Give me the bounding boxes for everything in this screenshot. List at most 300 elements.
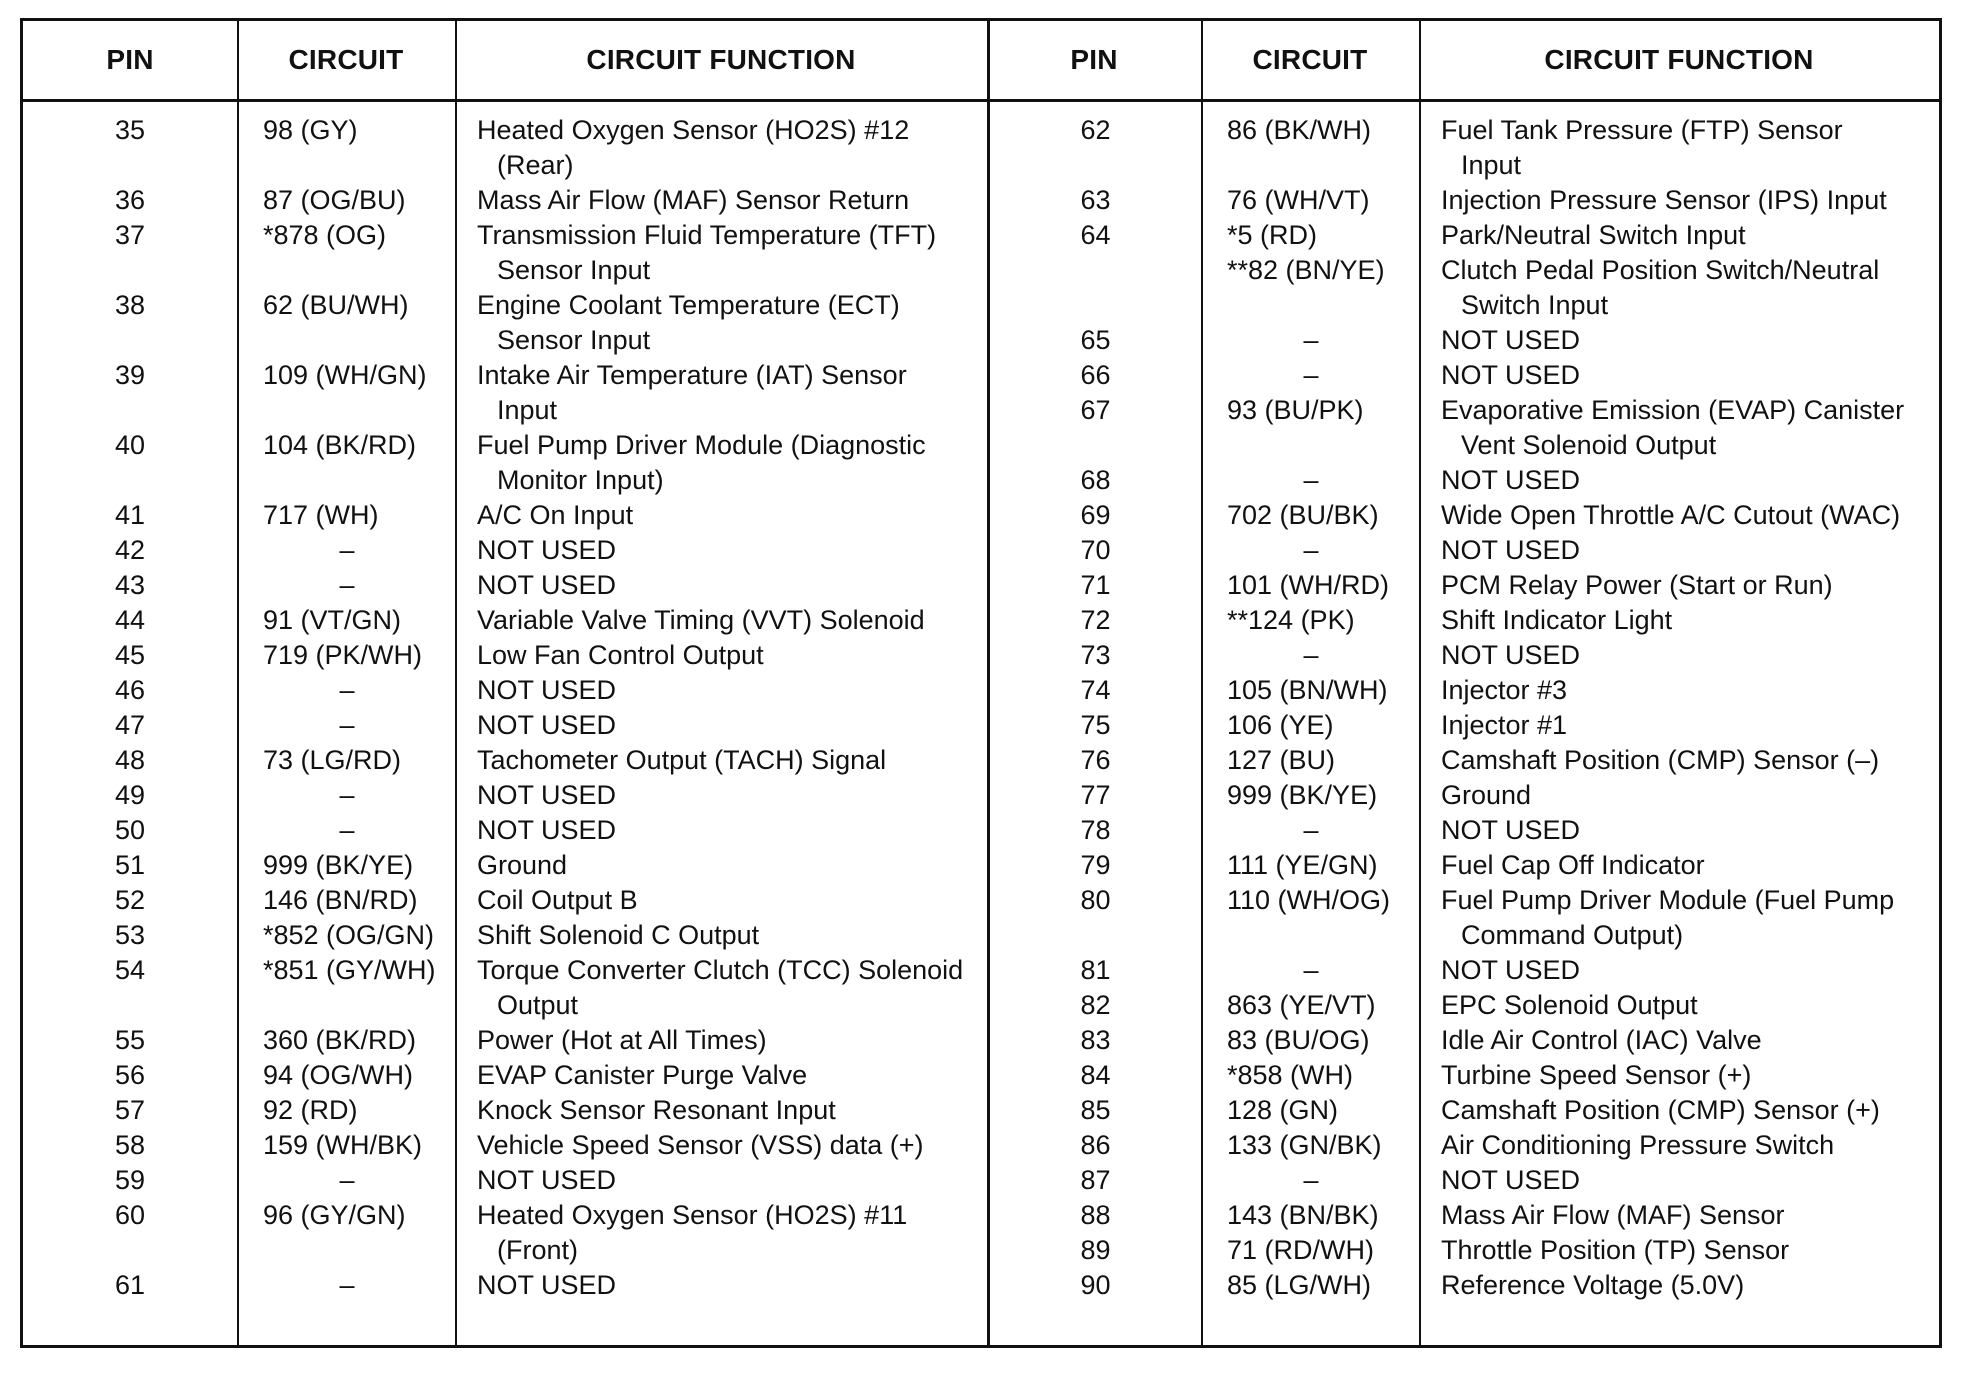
circuit-function-text: Knock Sensor Resonant Input [477, 1095, 836, 1125]
table-row-pin [990, 218, 1201, 323]
circuit-function-text: NOT USED [1441, 360, 1581, 390]
circuit-function-text: Vent Solenoid Output [1461, 430, 1717, 460]
circuit-id: 104 (BK/RD) [263, 430, 417, 460]
right-function-column [1421, 113, 1939, 1303]
table-row-function [457, 603, 987, 638]
table-row-circuit [1203, 778, 1419, 813]
table-row-function [457, 743, 987, 778]
table-row-pin [23, 1128, 237, 1163]
table-row-circuit [1203, 1198, 1419, 1233]
circuit-function-text: Sensor Input [497, 325, 651, 355]
pin-number: 46 [114, 675, 146, 705]
table-row-pin [23, 848, 237, 883]
table-row-pin [990, 673, 1201, 708]
circuit-function-text: Vehicle Speed Sensor (VSS) data (+) [477, 1130, 924, 1160]
table-row-function [1421, 568, 1939, 603]
pin-number: 68 [1080, 465, 1111, 495]
circuit-function-text: NOT USED [1441, 815, 1581, 845]
header-circuit-left: CIRCUIT [288, 44, 404, 75]
circuit-function-text: Transmission Fluid Temperature (TFT) [477, 220, 937, 250]
table-row-circuit [1203, 1058, 1419, 1093]
table-row-pin [23, 358, 237, 428]
circuit-function-text: NOT USED [477, 1165, 617, 1195]
table-row-pin [990, 533, 1201, 568]
circuit-id: – [1303, 640, 1319, 670]
table-row-function [1421, 533, 1939, 568]
table-row-function [1421, 1058, 1939, 1093]
table-row-pin [23, 1093, 237, 1128]
header-circuit-right: CIRCUIT [1252, 44, 1368, 75]
pin-number: 66 [1080, 360, 1111, 390]
table-row-function [457, 1163, 987, 1198]
table-row-pin [990, 708, 1201, 743]
pin-number: 49 [114, 780, 146, 810]
table-row-pin [990, 1128, 1201, 1163]
left-function-column [457, 113, 987, 1303]
table-row-pin [990, 1233, 1201, 1268]
table-row-circuit [239, 533, 455, 568]
table-row-pin [23, 183, 237, 218]
table-row-circuit [239, 708, 455, 743]
table-row-circuit [239, 1198, 455, 1268]
table-row-circuit [1203, 813, 1419, 848]
table-row-function [457, 1058, 987, 1093]
table-row-circuit [239, 183, 455, 218]
table-row-function [457, 778, 987, 813]
table-row-function [1421, 883, 1939, 953]
table-row-pin [990, 113, 1201, 183]
circuit-function-text: NOT USED [477, 780, 617, 810]
circuit-function-text: (Front) [497, 1235, 578, 1265]
circuit-function-text: NOT USED [1441, 640, 1581, 670]
table-row-circuit [239, 1163, 455, 1198]
table-row-function [1421, 498, 1939, 533]
circuit-function-text: Ground [477, 850, 568, 880]
circuit-function-text: Clutch Pedal Position Switch/Neutral [1441, 255, 1880, 285]
pin-number: 88 [1080, 1200, 1111, 1230]
pin-number: 60 [114, 1200, 146, 1230]
pin-number: 86 [1080, 1130, 1111, 1160]
table-row-circuit [1203, 673, 1419, 708]
table-row-pin [990, 743, 1201, 778]
table-row-circuit [1203, 603, 1419, 638]
table-row-pin [23, 568, 237, 603]
circuit-function-text: EPC Solenoid Output [1441, 990, 1698, 1020]
circuit-id: – [339, 570, 355, 600]
circuit-function-text: Idle Air Control (IAC) Valve [1441, 1025, 1762, 1055]
circuit-id: 143 (BN/BK) [1227, 1200, 1379, 1230]
circuit-id: 146 (BN/RD) [263, 885, 418, 915]
circuit-function-text: Camshaft Position (CMP) Sensor (–) [1441, 745, 1880, 775]
circuit-id: 71 (RD/WH) [1227, 1235, 1374, 1265]
circuit-function-text: Fuel Cap Off Indicator [1441, 850, 1705, 880]
table-row-function [1421, 1198, 1939, 1233]
circuit-id: 110 (WH/OG) [1227, 885, 1391, 915]
circuit-id: – [1303, 955, 1319, 985]
pin-number: 90 [1080, 1270, 1111, 1300]
table-row-circuit [239, 113, 455, 183]
circuit-function-text: Camshaft Position (CMP) Sensor (+) [1441, 1095, 1880, 1125]
pin-number: 40 [114, 430, 146, 460]
circuit-id: 91 (VT/GN) [263, 605, 402, 635]
circuit-id: 94 (OG/WH) [263, 1060, 414, 1090]
circuit-function-text: PCM Relay Power (Start or Run) [1441, 570, 1833, 600]
circuit-function-text: Injector #1 [1441, 710, 1568, 740]
pin-number: 85 [1080, 1095, 1111, 1125]
circuit-function-text: Shift Solenoid C Output [477, 920, 760, 950]
circuit-function-text: Reference Voltage (5.0V) [1441, 1270, 1745, 1300]
table-row-pin [990, 1058, 1201, 1093]
table-row-circuit [1203, 533, 1419, 568]
header-function-right: CIRCUIT FUNCTION [1544, 44, 1814, 75]
table-row-circuit [239, 498, 455, 533]
circuit-function-text: Mass Air Flow (MAF) Sensor Return [477, 185, 910, 215]
table-row-pin [990, 778, 1201, 813]
pin-number: 64 [1080, 220, 1111, 250]
table-row-circuit [1203, 1093, 1419, 1128]
circuit-id: 999 (BK/YE) [1227, 780, 1378, 810]
circuit-id: 133 (GN/BK) [1227, 1130, 1382, 1160]
circuit-function-text: NOT USED [1441, 1165, 1581, 1195]
circuit-id: – [339, 675, 355, 705]
circuit-id: 105 (BN/WH) [1227, 675, 1388, 705]
pin-number: 57 [114, 1095, 146, 1125]
pin-number: 77 [1080, 780, 1111, 810]
table-row-circuit [239, 568, 455, 603]
table-row-function [457, 1093, 987, 1128]
circuit-function-text: NOT USED [477, 570, 617, 600]
circuit-function-text: Engine Coolant Temperature (ECT) [477, 290, 900, 320]
circuit-id: 717 (WH) [263, 500, 379, 530]
circuit-id: – [1303, 360, 1319, 390]
circuit-id: 106 (YE) [1227, 710, 1334, 740]
table-row-circuit [239, 813, 455, 848]
circuit-id: 96 (GY/GN) [263, 1200, 406, 1230]
table-row-pin [23, 743, 237, 778]
circuit-function-text: NOT USED [477, 710, 617, 740]
table-row-pin [990, 603, 1201, 638]
table-row-circuit [239, 218, 455, 288]
table-row-function [1421, 323, 1939, 358]
circuit-function-text: NOT USED [1441, 465, 1581, 495]
table-row-pin [990, 463, 1201, 498]
pin-number: 69 [1080, 500, 1111, 530]
table-row-pin [23, 1198, 237, 1268]
table-row-function [1421, 1268, 1939, 1303]
circuit-id: *852 (OG/GN) [263, 920, 435, 950]
circuit-function-text: Fuel Pump Driver Module (Diagnostic [477, 430, 926, 460]
table-row-function [1421, 848, 1939, 883]
table-row-circuit [1203, 638, 1419, 673]
table-row-pin [23, 813, 237, 848]
pin-number: 72 [1080, 605, 1111, 635]
table-row-function [457, 1198, 987, 1268]
pin-table [20, 18, 1942, 1348]
circuit-function-text: NOT USED [477, 1270, 617, 1300]
table-row-function [1421, 1093, 1939, 1128]
table-row-function [457, 1268, 987, 1303]
circuit-id: 92 (RD) [263, 1095, 358, 1125]
table-row-pin [23, 428, 237, 498]
table-row-pin [990, 393, 1201, 463]
circuit-id: *858 (WH) [1227, 1060, 1354, 1090]
table-row-circuit [1203, 848, 1419, 883]
table-row-pin [23, 1023, 237, 1058]
circuit-id: – [1303, 815, 1319, 845]
table-row-pin [990, 1093, 1201, 1128]
pin-number: 41 [114, 500, 146, 530]
circuit-function-text: Throttle Position (TP) Sensor [1441, 1235, 1790, 1265]
table-row-pin [990, 953, 1201, 988]
circuit-id: **82 (BN/YE) [1227, 255, 1385, 285]
table-row-function [1421, 393, 1939, 463]
circuit-function-text: EVAP Canister Purge Valve [477, 1060, 808, 1090]
circuit-function-text: NOT USED [1441, 535, 1581, 565]
table-row-pin [23, 113, 237, 183]
table-row-circuit [239, 1268, 455, 1303]
circuit-id: – [339, 535, 355, 565]
header-rule [23, 99, 1939, 102]
circuit-id: – [1303, 535, 1319, 565]
circuit-id: 73 (LG/RD) [263, 745, 402, 775]
table-row-pin [23, 778, 237, 813]
table-row-function [1421, 1023, 1939, 1058]
circuit-id: – [1303, 465, 1319, 495]
table-row-pin [990, 1023, 1201, 1058]
table-row-circuit [239, 1023, 455, 1058]
circuit-function-text: Tachometer Output (TACH) Signal [477, 745, 887, 775]
pin-number: 75 [1080, 710, 1111, 740]
pin-number: 51 [114, 850, 146, 880]
table-row-pin [23, 673, 237, 708]
pin-number: 55 [114, 1025, 146, 1055]
table-row-pin [23, 953, 237, 1023]
pin-number: 74 [1080, 675, 1111, 705]
table-row-function [1421, 813, 1939, 848]
table-row-circuit [1203, 743, 1419, 778]
table-row-circuit [239, 603, 455, 638]
pin-number: 37 [114, 220, 146, 250]
table-row-pin [23, 638, 237, 673]
table-row-circuit [1203, 183, 1419, 218]
table-row-circuit [1203, 1268, 1419, 1303]
table-row-function [457, 1023, 987, 1058]
table-row-function [457, 1128, 987, 1163]
table-row-pin [990, 1198, 1201, 1233]
circuit-id: *851 (GY/WH) [263, 955, 436, 985]
table-row-circuit [1203, 988, 1419, 1023]
table-row-circuit [1203, 953, 1419, 988]
pin-number: 67 [1080, 395, 1111, 425]
pin-number: 71 [1080, 570, 1111, 600]
pin-number: 70 [1080, 535, 1111, 565]
pin-number: 83 [1080, 1025, 1111, 1055]
circuit-id: 93 (BU/PK) [1227, 395, 1364, 425]
circuit-function-text: Park/Neutral Switch Input [1441, 220, 1746, 250]
pin-number: 62 [1080, 115, 1111, 145]
circuit-function-text: A/C On Input [477, 500, 634, 530]
pin-number: 52 [114, 885, 146, 915]
table-row-function [1421, 743, 1939, 778]
table-row-function [457, 358, 987, 428]
table-row-circuit [239, 848, 455, 883]
table-row-function [457, 848, 987, 883]
table-row-function [457, 673, 987, 708]
circuit-function-text: Intake Air Temperature (IAT) Sensor [477, 360, 907, 390]
table-row-function [457, 638, 987, 673]
table-row-circuit [1203, 323, 1419, 358]
pin-number: 48 [114, 745, 146, 775]
table-row-circuit [239, 883, 455, 918]
table-row-function [1421, 778, 1939, 813]
table-row-function [457, 498, 987, 533]
table-row-circuit [239, 743, 455, 778]
table-row-circuit [1203, 1163, 1419, 1198]
header-function-left: CIRCUIT FUNCTION [586, 44, 856, 75]
pin-number: 43 [114, 570, 146, 600]
pin-number: 59 [114, 1165, 146, 1195]
circuit-id: *5 (RD) [1227, 220, 1318, 250]
table-row-pin [23, 883, 237, 918]
table-row-circuit [239, 428, 455, 498]
circuit-id: 83 (BU/OG) [1227, 1025, 1370, 1055]
table-row-pin [23, 218, 237, 288]
table-row-function [1421, 638, 1939, 673]
table-row-circuit [239, 1093, 455, 1128]
circuit-function-text: Input [1461, 150, 1522, 180]
table-row-pin [23, 1268, 237, 1303]
circuit-function-text: Low Fan Control Output [477, 640, 764, 670]
circuit-id: 109 (WH/GN) [263, 360, 427, 390]
table-row-circuit [1203, 1233, 1419, 1268]
table-row-function [457, 883, 987, 918]
table-row-function [1421, 1233, 1939, 1268]
circuit-id: 62 (BU/WH) [263, 290, 409, 320]
table-row-pin [990, 988, 1201, 1023]
circuit-id: 85 (LG/WH) [1227, 1270, 1372, 1300]
table-row-circuit [239, 288, 455, 358]
table-row-pin [23, 603, 237, 638]
table-row-function [1421, 218, 1939, 323]
table-row-function [1421, 1128, 1939, 1163]
pin-number: 61 [114, 1270, 146, 1300]
table-row-function [457, 708, 987, 743]
circuit-function-text: NOT USED [1441, 955, 1581, 985]
circuit-id: 159 (WH/BK) [263, 1130, 423, 1160]
table-row-function [457, 953, 987, 1023]
circuit-function-text: Switch Input [1461, 290, 1609, 320]
table-row-pin [990, 358, 1201, 393]
header-pin-left: PIN [106, 44, 154, 75]
circuit-id: 128 (GN) [1227, 1095, 1339, 1125]
left-circuit-column [239, 113, 455, 1303]
table-row-function [457, 428, 987, 498]
circuit-id: – [339, 780, 355, 810]
header-pin-right: PIN [1070, 44, 1118, 75]
table-row-circuit [1203, 113, 1419, 183]
circuit-id: – [1303, 1165, 1319, 1195]
right-circuit-column [1203, 113, 1419, 1303]
circuit-id: 999 (BK/YE) [263, 850, 414, 880]
table-row-circuit [1203, 883, 1419, 953]
circuit-function-text: Ground [1441, 780, 1532, 810]
pin-number: 58 [114, 1130, 146, 1160]
table-row-pin [23, 533, 237, 568]
circuit-function-text: NOT USED [477, 815, 617, 845]
table-row-function [457, 918, 987, 953]
table-row-circuit [239, 1128, 455, 1163]
circuit-function-text: Injector #3 [1441, 675, 1568, 705]
pin-number: 79 [1080, 850, 1111, 880]
pin-number: 76 [1080, 745, 1111, 775]
table-row-circuit [1203, 393, 1419, 463]
pin-number: 87 [1080, 1165, 1111, 1195]
table-row-function [1421, 1163, 1939, 1198]
table-row-function [1421, 708, 1939, 743]
pin-number: 54 [114, 955, 146, 985]
table-row-pin [990, 883, 1201, 953]
circuit-id: 719 (PK/WH) [263, 640, 423, 670]
pin-number: 53 [114, 920, 146, 950]
table-row-function [457, 813, 987, 848]
table-row-function [457, 533, 987, 568]
table-row-pin [990, 568, 1201, 603]
circuit-function-text: Command Output) [1461, 920, 1684, 950]
circuit-id: – [339, 815, 355, 845]
table-row-pin [23, 498, 237, 533]
pin-number: 80 [1080, 885, 1111, 915]
table-row-function [1421, 113, 1939, 183]
table-row-circuit [239, 918, 455, 953]
circuit-id: *878 (OG) [263, 220, 387, 250]
table-row-pin [23, 288, 237, 358]
table-row-circuit [1203, 1023, 1419, 1058]
pin-number: 65 [1080, 325, 1111, 355]
pin-number: 44 [114, 605, 146, 635]
pin-number: 84 [1080, 1060, 1111, 1090]
table-row-function [1421, 603, 1939, 638]
pin-number: 47 [114, 710, 146, 740]
pin-number: 39 [114, 360, 146, 390]
table-row-circuit [1203, 218, 1419, 323]
table-row-function [457, 183, 987, 218]
table-row-circuit [239, 953, 455, 1023]
table-row-circuit [1203, 463, 1419, 498]
circuit-id: 86 (BK/WH) [1227, 115, 1372, 145]
circuit-function-text: Fuel Tank Pressure (FTP) Sensor [1441, 115, 1843, 145]
pin-number: 35 [114, 115, 146, 145]
circuit-function-text: NOT USED [1441, 325, 1581, 355]
table-row-circuit [1203, 1128, 1419, 1163]
table-row-pin [23, 708, 237, 743]
table-row-function [1421, 183, 1939, 218]
circuit-function-text: Monitor Input) [497, 465, 664, 495]
right-pin-column [990, 113, 1201, 1303]
circuit-id: **124 (PK) [1227, 605, 1355, 635]
circuit-function-text: Sensor Input [497, 255, 651, 285]
circuit-function-text: Mass Air Flow (MAF) Sensor [1441, 1200, 1785, 1230]
circuit-id: – [339, 1270, 355, 1300]
pin-number: 82 [1080, 990, 1111, 1020]
table-row-function [1421, 988, 1939, 1023]
table-row-function [1421, 953, 1939, 988]
circuit-function-text: Wide Open Throttle A/C Cutout (WAC) [1441, 500, 1901, 530]
table-row-pin [990, 183, 1201, 218]
circuit-function-text: NOT USED [477, 675, 617, 705]
pin-number: 56 [114, 1060, 146, 1090]
circuit-id: 101 (WH/RD) [1227, 570, 1390, 600]
circuit-function-text: Shift Indicator Light [1441, 605, 1673, 635]
